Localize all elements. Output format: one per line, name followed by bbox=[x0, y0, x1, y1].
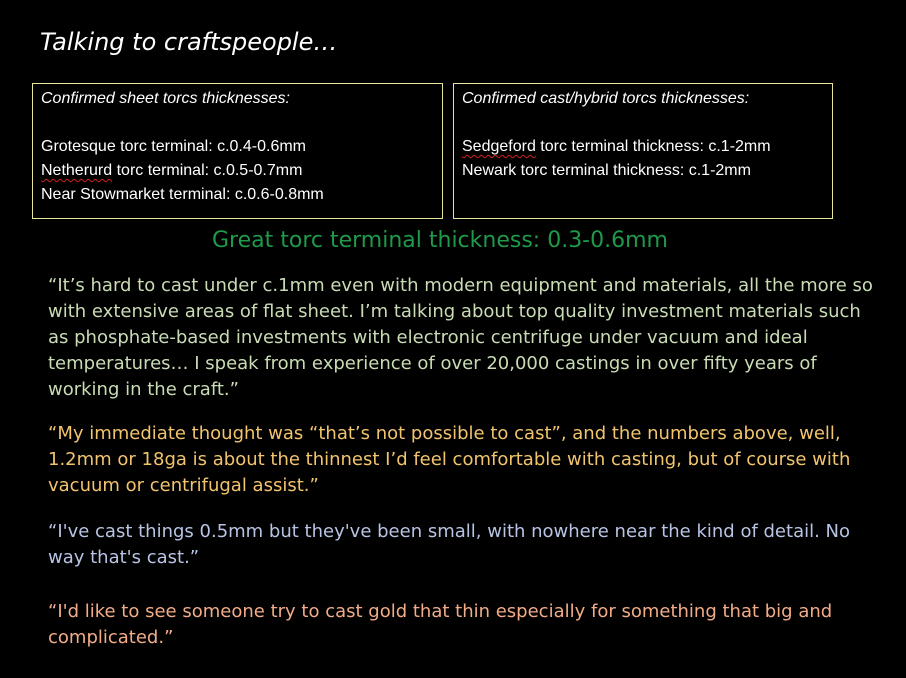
craftsperson-quote-4: “I'd like to see someone try to cast gold that thin especially for something that big and complicated.” bbox=[48, 601, 833, 648]
sheet-torcs-heading: Confirmed sheet torcs thicknesses: bbox=[41, 90, 290, 107]
torc-name: Near Stowmarket bbox=[41, 186, 165, 203]
cast-torc-item bbox=[462, 159, 824, 183]
torc-thickness: terminal: c.0.6-0.8mm bbox=[164, 186, 324, 203]
torc-thickness: torc terminal: c.0.4-0.6mm bbox=[115, 138, 306, 155]
torc-thickness: torc terminal thickness: c.1-2mm bbox=[535, 138, 771, 155]
sheet-torc-item bbox=[41, 159, 434, 183]
great-torc-headline: Great torc terminal thickness: 0.3-0.6mm bbox=[212, 228, 668, 253]
craftsperson-quote-1: “It’s hard to cast under c.1mm even with modern equipment and materials, all the more so with extensive areas of flat sheet. I’m talking about top quality investment materials such as phosphate-based investments with electronic centrifuge under vacuum and ideal temperatures… I speak from experience of over 20,000 castings in over fifty years of working in the craft.” bbox=[48, 275, 873, 400]
torc-name: Newark bbox=[462, 162, 517, 179]
torc-name: Grotesque bbox=[41, 138, 116, 155]
slide-title: Talking to craftspeople… bbox=[40, 28, 338, 56]
craftsperson-quote-3: “I've cast things 0.5mm but they've been small, with nowhere near the kind of detail. No way that's cast.” bbox=[48, 521, 851, 568]
cast-torcs-heading: Confirmed cast/hybrid torcs thicknesses: bbox=[462, 90, 750, 107]
sheet-torc-item bbox=[41, 135, 434, 159]
torc-thickness: torc terminal thickness: c.1-2mm bbox=[516, 162, 751, 179]
box-spacer bbox=[462, 111, 824, 135]
torc-name-spellcheck: Netherurd bbox=[41, 162, 113, 179]
craftsperson-quote-2: “My immediate thought was “that’s not possible to cast”, and the numbers above, well, 1.2mm or 18ga is about the thinnest I’d feel comfortable with casting, but of course with vacuum or centrifugal assist.” bbox=[48, 423, 851, 496]
torc-thickness: torc terminal: c.0.5-0.7mm bbox=[112, 162, 303, 179]
sheet-torc-item bbox=[41, 183, 434, 207]
sheet-torcs-box bbox=[32, 83, 443, 219]
box-spacer bbox=[41, 111, 434, 135]
cast-torc-item bbox=[462, 135, 824, 159]
cast-torcs-box bbox=[453, 83, 833, 219]
torc-name-spellcheck: Sedgeford bbox=[462, 138, 536, 155]
